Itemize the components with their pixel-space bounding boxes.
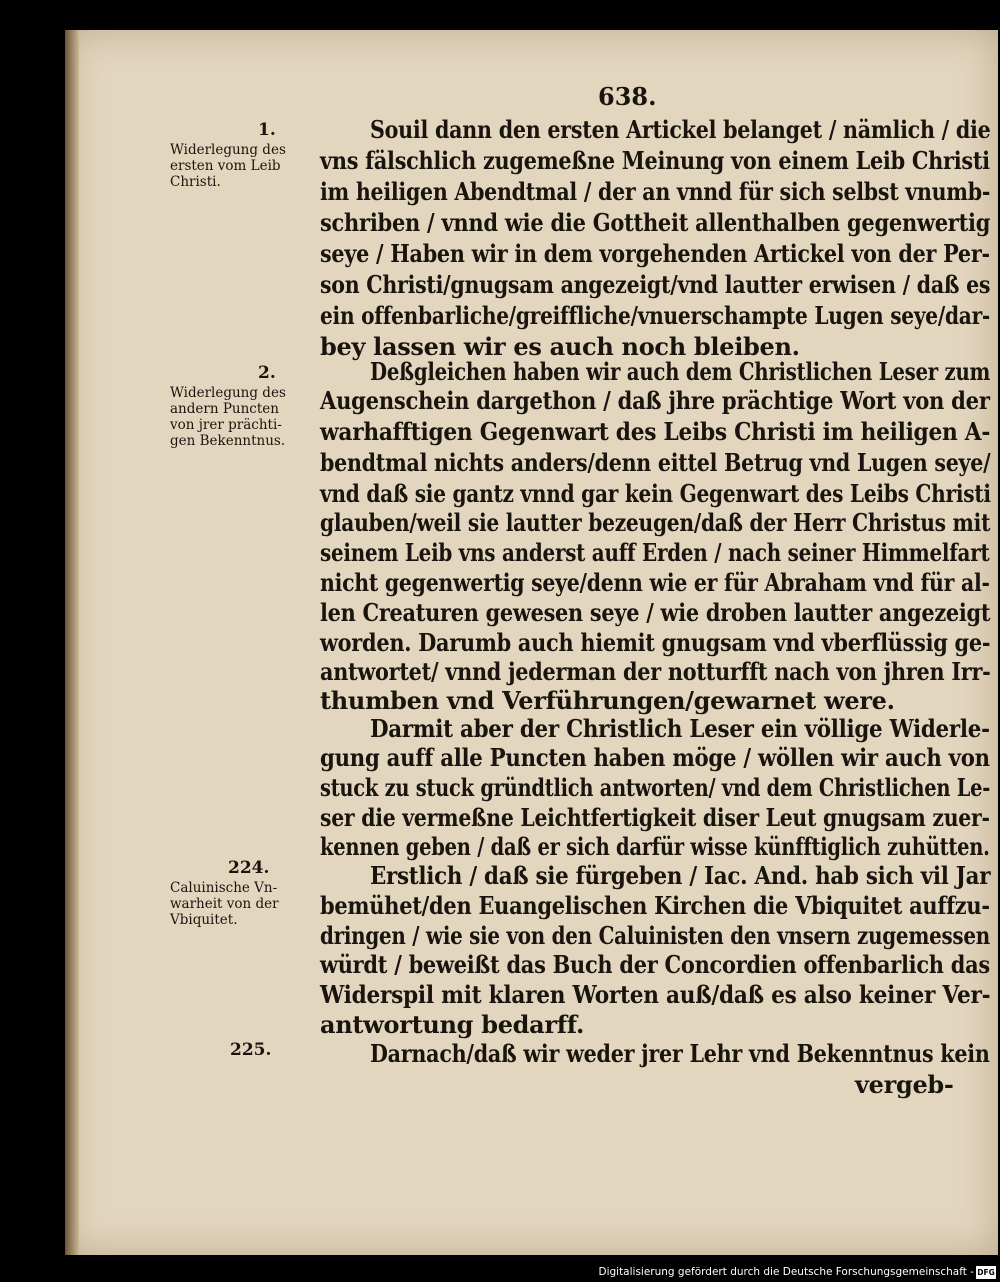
text-line: vnd daß sie gantz vnnd gar kein Gegenwart des Leibs Christi (320, 479, 991, 508)
text-line: kennen geben / daß er sich darfür wisse künfftiglich zuhütten. (320, 832, 990, 861)
text-line: dringen / wie sie von den Caluinisten den vnsern zugemessen (320, 921, 990, 950)
page-gutter (65, 30, 79, 1255)
text-line: Erstlich / daß sie fürgeben / Iac. And. hab sich vil Jar (370, 861, 991, 890)
page-number: 638. (598, 82, 657, 111)
margin-note-line: andern Puncten (170, 401, 279, 417)
margin-number: 225. (230, 1040, 272, 1060)
text-line: len Creaturen gewesen seye / wie droben lautter angezeigt (320, 598, 991, 627)
text-line: Darmit aber der Christlich Leser ein völlige Widerle- (370, 714, 990, 743)
text-line: bemühet/den Euangelischen Kirchen die Vbiquitet auffzu- (320, 891, 990, 920)
catchword: vergeb- (855, 1070, 954, 1099)
margin-note-line: Christi. (170, 174, 221, 190)
text-line: nicht gegenwertig seye/denn wie er für Abraham vnd für al- (320, 568, 990, 597)
margin-number: 2. (258, 363, 276, 383)
text-line: son Christi/gnugsam angezeigt/vnd lautter erwisen / daß es (320, 270, 991, 299)
dfg-logo: DFG (977, 1268, 995, 1277)
text-line: ser die vermeßne Leichtfertigkeit diser Leut gnugsam zuer- (320, 803, 990, 832)
text-line: im heiligen Abendtmal / der an vnnd für sich selbst vnumb- (320, 177, 991, 206)
text-line: Darnach/daß wir weder jrer Lehr vnd Bekenntnus kein (370, 1039, 990, 1068)
margin-number: 1. (258, 120, 276, 140)
text-line: antwortung bedarff. (320, 1010, 584, 1039)
text-line: ein offenbarliche/greiffliche/vnuerschampte Lugen seye/dar- (320, 301, 991, 330)
margin-note-line: Widerlegung des (170, 385, 286, 401)
text-line: schriben / vnnd wie die Gottheit allenthalben gegenwertig (320, 208, 991, 237)
text-line: Augenschein dargethon / daß jhre prächtige Wort von der (320, 386, 990, 415)
margin-note-line: Vbiquitet. (170, 912, 238, 928)
margin-note-line: warheit von der (170, 896, 279, 912)
text-line: thumben vnd Verführungen/gewarnet were. (320, 686, 895, 715)
text-line: Deßgleichen haben wir auch dem Christlichen Leser zum (370, 357, 991, 386)
text-line: bey lassen wir es auch noch bleiben. (320, 332, 800, 361)
text-line: würdt / beweißt das Buch der Concordien offenbarlich das (320, 950, 990, 979)
text-line: Souil dann den ersten Artickel belanget / nämlich / die (370, 115, 991, 144)
margin-note (170, 142, 286, 190)
text-line: antwortet/ vnnd jederman der notturfft nach von jhren Irr- (320, 657, 991, 686)
text-line: worden. Darumb auch hiemit gnugsam vnd vberflüssig ge- (320, 628, 991, 657)
footer-credit: Digitalisierung gefördert durch die Deutsche Forschungsgemeinschaft - (598, 1266, 974, 1278)
text-line: seinem Leib vns anderst auff Erden / nach seiner Himmelfart (320, 538, 990, 567)
margin-note-line: von jrer prächti- (170, 417, 282, 433)
text-line: warhafftigen Gegenwart des Leibs Christi im heiligen A- (320, 417, 991, 446)
text-line: vns fälschlich zugemeßne Meinung von einem Leib Christi (320, 146, 990, 175)
text-line: bendtmal nichts anders/denn eittel Betrug vnd Lugen seye/ (320, 448, 991, 477)
margin-note-line: Widerlegung des (170, 142, 286, 158)
margin-note (170, 880, 279, 928)
margin-note-line: gen Bekenntnus. (170, 433, 286, 449)
text-line: glauben/weil sie lautter bezeugen/daß der Herr Christus mit (320, 508, 991, 537)
margin-note-line: Caluinische Vn- (170, 880, 278, 896)
margin-note-line: ersten vom Leib (170, 158, 281, 174)
text-line: Widerspil mit klaren Worten auß/daß es also keiner Ver- (320, 980, 991, 1009)
margin-note (170, 385, 286, 449)
text-line: stuck zu stuck gründtlich antworten/ vnd dem Christlichen Le- (320, 773, 991, 802)
text-line: gung auff alle Puncten haben möge / wöllen wir auch von (320, 743, 990, 772)
text-line: seye / Haben wir in dem vorgehenden Artickel von der Per- (320, 239, 990, 268)
margin-number: 224. (228, 858, 270, 878)
